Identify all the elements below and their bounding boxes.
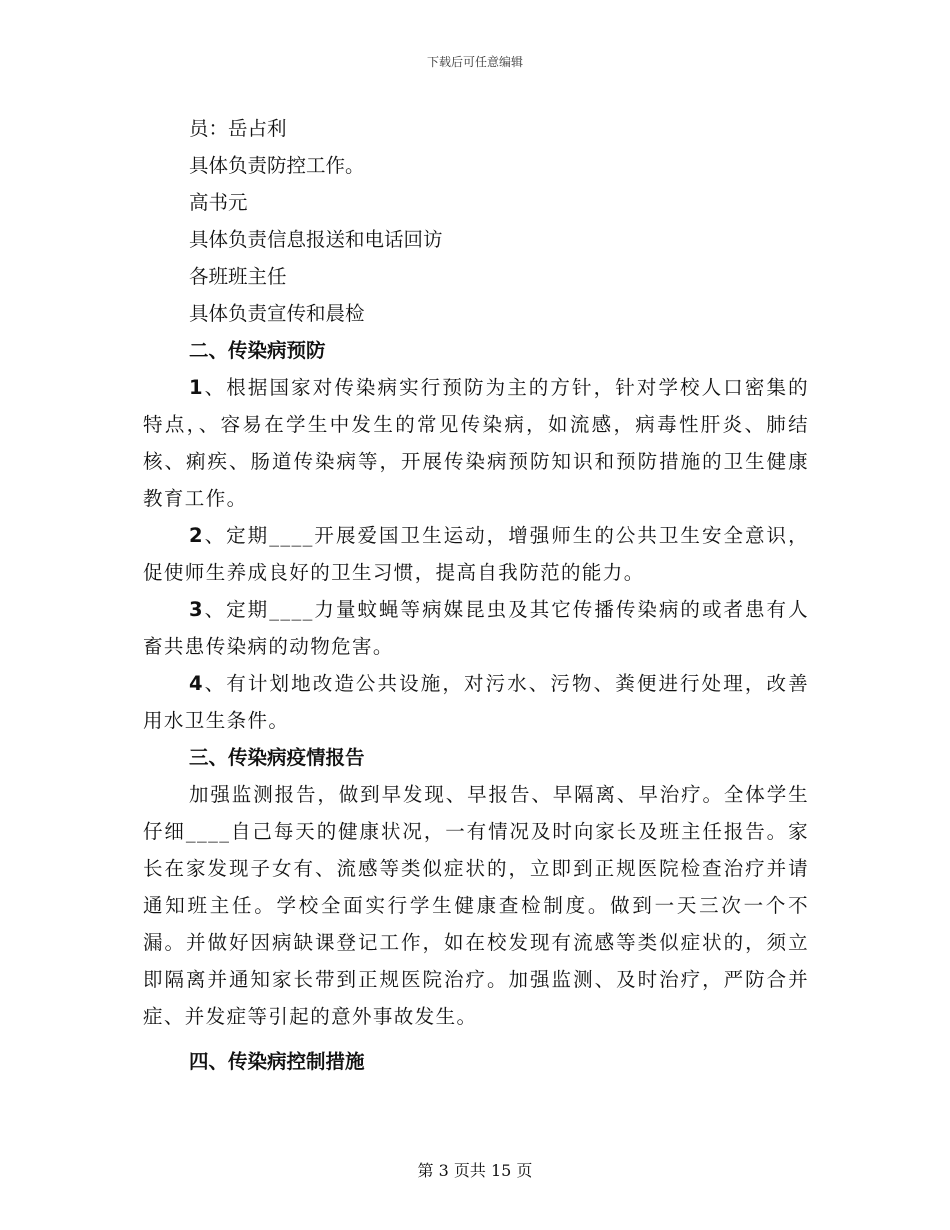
header-note: 下载后可任意编辑 [426, 55, 523, 69]
document-body [143, 110, 809, 1080]
prevention-item-1 [143, 369, 809, 517]
section-heading-report: 三、传染病疫情报告 [189, 746, 365, 769]
prevention-item-3 [143, 591, 809, 665]
page-number: 第 3 页共 15 页 [417, 1161, 533, 1180]
text-line-staff: 员：岳占利 [189, 117, 287, 140]
item-text: 、定期____力量蚊蝇等病媒昆虫及其它传播传染病的或者患有人畜共患传染病的动物危害。 [143, 598, 809, 658]
section-heading-prevention: 二、传染病预防 [189, 339, 326, 362]
item-number: 1 [189, 376, 204, 399]
item-number: 2 [189, 524, 204, 547]
item-number: 4 [189, 672, 204, 695]
prevention-item-4 [143, 665, 809, 739]
text-line-teachers: 各班班主任 [189, 265, 287, 288]
text-line-duty-publicity: 具体负责宣传和晨检 [189, 302, 365, 325]
item-number: 3 [189, 598, 204, 621]
text-line-duty-info: 具体负责信息报送和电话回访 [189, 228, 443, 251]
prevention-item-2 [143, 517, 809, 591]
text-line-duty-prevention: 具体负责防控工作。 [189, 154, 365, 177]
report-paragraph: 加强监测报告，做到早发现、早报告、早隔离、早治疗。全体学生仔细____自己每天的健康状况，一有情况及时向家长及班主任报告。家长在家发现子女有、流感等类似症状的，立即到正规医院检查治疗并请通知班主任。学校全面实行学生健康查检制度。做到一天三次一个不漏。并做好因病缺课登记工作，如在校发现有流感等类似症状的，须立即隔离并通知家长带到正规医院治疗。加强监测、及时治疗，严防合并症、并发症等引起的意外事故发生。 [143, 783, 809, 1028]
section-heading-control: 四、传染病控制措施 [189, 1050, 365, 1073]
item-text: 、定期____开展爱国卫生运动，增强师生的公共卫生安全意识，促使师生养成良好的卫生习惯，提高自我防范的能力。 [143, 524, 809, 584]
text-line-name: 高书元 [189, 191, 248, 214]
item-text: 、根据国家对传染病实行预防为主的方针，针对学校人口密集的特点，、容易在学生中发生的常见传染病，如流感，病毒性肝炎、肺结核、痢疾、肠道传染病等，开展传染病预防知识和预防措施的卫生健康教育工作。 [143, 376, 809, 510]
item-text: 、有计划地改造公共设施，对污水、污物、粪便进行处理，改善用水卫生条件。 [143, 672, 809, 732]
